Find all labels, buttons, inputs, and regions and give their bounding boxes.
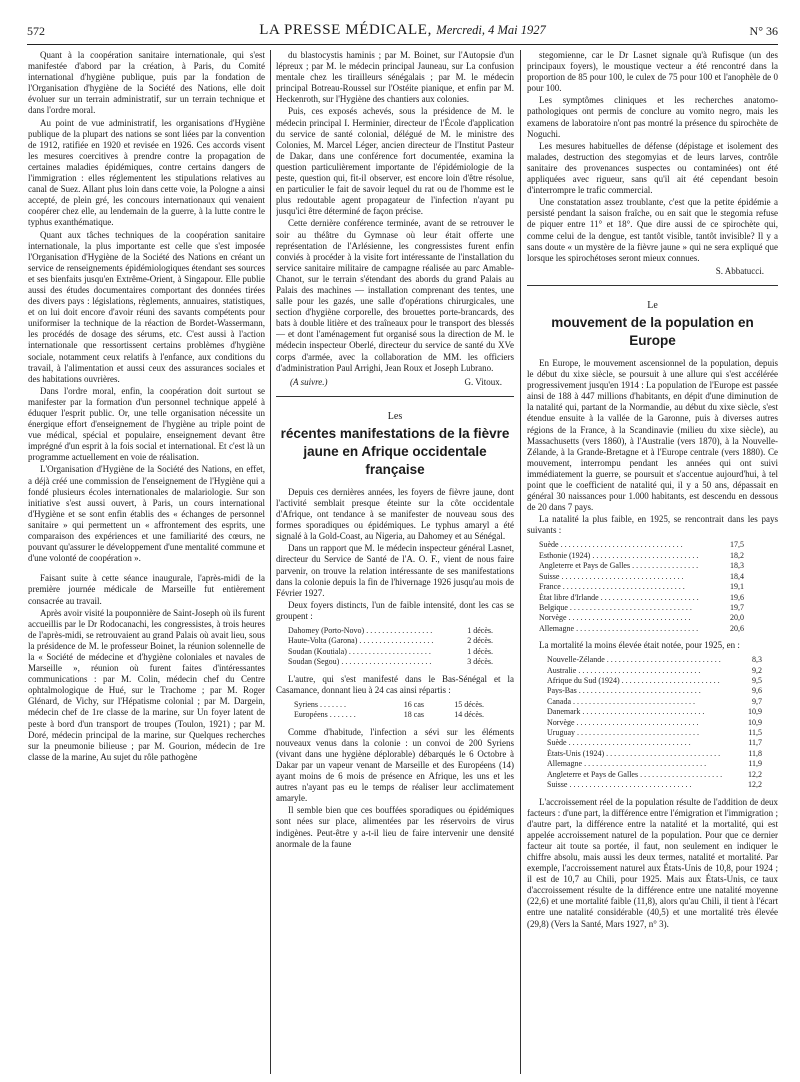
table-row [547,770,762,780]
article-kicker: Les [387,410,403,422]
table-cell: Angleterre et Pays de Galles . . . [547,770,722,780]
table-cell: Afrique du Sud (1924) . . . [547,676,722,686]
article-title: récentes manifestations de la fièvre jaune en Afrique occidentale française [280,425,510,477]
paragraph: Une constatation assez troublante, c'est que la petite épidémie a persisté pendant la saison fraîche, ou en sait que le stegomia refuse de piquer entre 11° et 18°. Que dire aussi de ce spirochète qui, comme celui de la dengue, est tantôt visible, tantôt invisible? Il y a sans doute « un mystère de la fièvre jaune » qui ne sera expliqué que lorsque les spirochétoses seront mieux connues. [527,197,778,263]
running-title [27,22,778,39]
table-cell: Suisse . . . [547,780,722,790]
table-row [547,666,762,676]
table-cell: Dahomey (Porto-Novo) . . . [288,626,433,636]
column-divider [520,50,521,1074]
table-row [539,613,744,623]
table-row [547,655,762,665]
article-kicker: Le [647,299,658,311]
table-row [547,738,762,748]
issue-number: N° 36 [749,24,778,38]
table-cell: Syriens . . . [294,700,364,710]
table-cell: 19,1 [730,582,744,592]
column-3 [527,50,778,1076]
table-cell: Soudan (Segou) . . . [288,657,433,667]
table-cell: 11,7 [748,738,762,748]
table-cell: Angleterre et Pays de Galles . . . [539,561,700,571]
table-cell: 18,3 [730,561,744,571]
paragraph: Deux foyers distincts, l'un de faible intensité, dont les cas se groupent : [276,599,514,621]
table-cell: Australie . . . [547,666,722,676]
table-cell: Norvège . . . [547,718,722,728]
table-row [539,582,744,592]
table-row [547,749,762,759]
table-cell: Canada . . . [547,697,722,707]
table-row [294,710,484,720]
journal-name: LA PRESSE MÉDICALE, [259,22,432,38]
table-cell: Allemagne . . . [539,624,700,634]
column-1 [28,50,265,1076]
table-row [288,657,493,667]
paragraph: La mortalité la moins élevée était notée, pour 1925, en : [539,640,740,651]
paragraph: En Europe, le mouvement ascensionnel de la population, depuis le début du xixe siècle, se poursuit à une allure qui s'est accélérée progressivement jusqu'en 1914 : La population de l'Europe est passée ainsi de 188 à 447 millions d'habitants, en dépit d'une diminution de la natalité qui, partant de la Normandie, au début du xixe siècle, s'est étendue ensuite à la vallée de la Garonne, puis à diverses autres régions de la France, à la Scandinavie (milieu du xixe siècle), au Massachusetts (vers 1860), à l'Australie (vers 1870), à la Nouvelle-Zélande, à la Grande-Bretagne et à l'Europe centrale (vers 1880). Ce mouvement, interrompu pendant les années qui ont suivi immédiatement la guerre, se poursuit et s'accentue aujourd'hui, à tel point que le coefficient de natalité qui, il y a 50 ans, dépassait en général 30 naissances pour 1.000 habitants, est descendu en dessous de 20 dans 7 pays. [527,357,778,513]
table-cell: 15 décès. [454,699,484,709]
page-number: 572 [27,24,45,38]
table-cell: Soudan (Koutiala) . . . [288,647,433,657]
table-cell: Belgique . . . [539,603,700,613]
paragraph: Cette dernière conférence terminée, avant de se retrouver le soir au théâtre du Gymnase où leur était offerte une représentation de l'Arlésienne, les congressistes furent enfin conviés à procéder à la visite fort intéressante de l'installation du service sanitaire militaire de campagne réalisée au parc Amable-Chanot, sur le terrain s'étendant des abords du grand Palais au Palais des machines — installation comprenant des tentes, une salle pour les gazés, une salle d'opérations chirurgicales, une section d'hygiène corporelle, des brouettes porte-brancards, des bats à double litière et des traîneaux pour le transport des blessés — et dont l'aménagement fut organisé sous la direction de M. le médecin inspecteur Oberlé, directeur du service de santé du XVe corps d'armée, avec la collaboration de MM. les officiers d'administration Paul Arrighi, Jean Roux et Joseph Lubrano. [276,218,514,373]
table-cell: 2 décès. [467,636,493,646]
table-cell: 11,8 [748,748,762,758]
table-cell: 19,6 [730,592,744,602]
table-cell: 18,4 [730,571,744,581]
table-row [547,707,762,717]
table-cell: Nouvelle-Zélande . . . [547,655,722,665]
table-cell: 16 cas [403,699,424,709]
author-name: G. Vitoux. [464,376,502,387]
table-cell: 19,7 [730,602,744,612]
table-row [547,759,762,769]
table-row [539,561,744,571]
table-cell: 9,5 [752,676,762,686]
paragraph: Puis, ces exposés achevés, sous la présidence de M. le médecin principal I. Herminier, directeur de l'École d'application du service de santé colonial, délégué de M. le ministre des Colonies, M. Marcel Léger, ancien directeur de l'Institut Pasteur de Dakar, dans une conférence fort documentée, examina la question particulièrement importante de l'épidémiologie de la peste, question qui, fit-il observer, est encore loin d'être résolue, en particulier le fait de savoir lequel du rat ou de l'homme est le plus redoutable agent propagateur de l'infection n'ayant pu jusqu'ici être déterminé de façon précise. [276,106,514,217]
paragraph: Faisant suite à cette séance inaugurale, l'après-midi de la première journée médicale de Marseille fut entièrement consacrée au travail. [28,573,265,606]
table-cell: 20,0 [730,613,744,623]
page-header [27,22,778,42]
table-row [547,686,762,696]
paragraph: L'autre, qui s'est manifesté dans le Bas-Sénégal et la Casamance, donnant lieu à 24 cas ainsi répartis : [276,673,514,695]
table-row [288,626,493,636]
cases-table [294,700,484,721]
column-2 [276,50,514,1076]
table-cell: Haute-Volta (Garona) . . . [288,636,433,646]
paragraph: La natalité la plus faible, en 1925, se rencontrait dans les pays suivants : [527,514,778,536]
article-title: mouvement de la population en Europe [551,314,754,348]
table-cell: 10,9 [748,717,762,727]
paragraph: Dans un rapport que M. le médecin inspecteur général Lasnet, directeur du Service de Santé de l'A. O. F., vient de nous faire parvenir, on trouve la relation intéressante de ses manifestations dans la colonie depuis la fin de l'hivernage 1926 jusqu'au mois de Février 1927. [276,543,514,598]
table-cell: Norvège . . . [539,613,700,623]
table-row [539,551,744,561]
paragraph: Dans l'ordre moral, enfin, la coopération doit surtout se manifester par la formation d'un personnel technique appelé à éduquer l'esprit public. Or, une telle organisation nécessite un énergique effort d'enseignement de l'hygiène au triple point de vue médical, spécial et populaire, enseignement devant être imprégné d'un esprit à la fois social et international. Et c'est là un programme actuellement en voie de réalisation. [28,385,265,463]
table-cell: État libre d'Irlande . . . [539,593,700,603]
issue-date: Mercredi, 4 Mai 1927 [436,23,546,37]
table-row [288,636,493,646]
paragraph: stegomienne, car le Dr Lasnet signale qu'à Rufisque (un des principaux foyers), le moustique vecteur a été rencontré dans la proportion de 85 pour 100, le culex de 75 pour 100 et l'anophèle de 0 pour 100. [527,50,778,94]
table-cell: 14 décès. [454,710,484,720]
article-separator [276,396,514,397]
paragraph: Il semble bien que ces bouffées sporadiques ou épidémiques sont nées sur place, alimentées par les réservoirs de virus indigènes. Peut-être y a-t-il lieu de faire intervenir une densité anormale de la faune [276,805,514,849]
article-separator [527,285,778,286]
paragraph: Quant aux tâches techniques de la coopération sanitaire internationale, la plus importante est celle que s'est imposée l'Organisation d'Hygiène de la Société des Nations en créant un service de renseignements épidémiologiques étendant ses sources et ses bienfaits jusqu'en Extrême-Orient, à Singapour. Elle publie aussi des études documentaires comportant des données tirées des divers pays : législations, règlements, annuaires, statistiques, et on lui doit encore d'avoir réuni des savants compétents pour uniformiser la technique de la réaction de Bordet-Wassermann, les procédés de dosage des sérums, etc. C'est aussi à l'action internationale que ressortissent certains problèmes d'hygiène sociale, notamment ceux relatifs à l'enfance, aux conditions du travail, à l'alimentation et aussi ceux des assurances sociales et des habitations ouvrières. [28,229,265,384]
table-cell: 18 cas [403,710,424,720]
paragraph: Au point de vue administratif, les organisations d'Hygiène publique de la plupart des nations se sont liées par la convention de 1912, ratifiée en 1920 et revisée en 1926. Ces accords visent les mesures coercitives à prendre contre la propagation de certaines maladies épidémiques, contre certains dangers de l'immigration : elles réglementent les stipulations relatives au canal de Suez. Allant plus loin dans cette voie, la Pologne a ainsi accepté, de plein gré, les concours internationaux qui venaient coopérer chez elle, au lendemain de la guerre, à la lutte contre le typhus exanthématique. [28,117,265,228]
table-row [547,697,762,707]
paragraph: Après avoir visité la pouponnière de Saint-Joseph où ils furent accueillis par le Dr Rodocanachi, les congressistes, à trois heures de l'après-midi, se retrouvaient au grand Palais où avait lieu, sous la présidence de M. le professeur Boinet, la réunion solennelle de la « Société de médecine et d'hygiène coloniales et navales de Marseille », réunion où furent faites d'intéressantes communications : par M. Colin, médecin chef du Centre ophtalmologique de Hué, sur le Trachome ; par M. Roger Glénard, de Vichy, sur l'Hépatisme colonial ; par M. Dargein, médecin chef de 1re classe de la marine, sur Un foyer latent de peste à bord d'un transport de troupes (Toulon, 1921) ; par M. Doré, médecin principal de la marine, sur Quelques recherches sur la pneumonie bilieuse ; par M. Gourion, médecin de 1re classe de la marine, Au sujet du rôle pathogène [28,607,265,762]
paragraph: Les symptômes cliniques et les recherches anatomo-pathologiques ont permis de conclure au vomito negro, mais les examens de laboratoire n'ont pas montré la présence du spirochète de Noguchi. [527,95,778,139]
table-cell: 11,5 [748,728,762,738]
table-cell: Européens . . . [294,710,364,720]
table-cell: Suède . . . [539,540,700,550]
table-row [294,700,484,710]
table-cell: 18,2 [730,550,744,560]
table-cell: 20,6 [730,623,744,633]
table-row [547,676,762,686]
table-row [547,728,762,738]
table-row [539,572,744,582]
table-cell: 1 décès. [467,646,493,656]
table-cell: 9,6 [752,686,762,696]
table-row [547,780,762,790]
table-row [288,647,493,657]
to-be-continued: (A suivre.) [290,376,328,387]
paragraph: L'accroissement réel de la population résulte de l'addition de deux facteurs : d'une part, la différence entre l'émigration et l'immigration ; d'autre part, la différence entre la natalité et la mortalité, qui est appelée accroissement naturel de la population. Pour que ce dernier facteur ait toute sa portée, il faut, non seulement en indiquer le chiffre absolu, mais aussi les deux termes, natalité et mortalité. Par exemple, l'accroissement naturel aux États-Unis de 10,8, pour 1924 ; il est de 10,7 au Chili, pour 1925. Mais aux États-Unis, ce taux d'accroissement résulte de la différence entre une natalité moyenne (22,6) et une mortalité faible (11,8), alors qu'au Chili, il tient à l'écart entre une natalité considérable (40,5) et une mortalité très élevée (29,8) (Vers la Santé, Mars 1927, n° 3). [527,796,778,929]
table-cell: Allemagne . . . [547,759,722,769]
article-signature [276,377,514,388]
table-cell: Suède . . . [547,738,722,748]
mortality-table [547,655,762,790]
table-cell: 11,9 [748,759,762,769]
table-cell: 10,9 [748,707,762,717]
header-rule [27,44,778,45]
table-cell: 17,5 [730,540,744,550]
table-cell: 9,2 [752,665,762,675]
table-cell: États-Unis (1924) . . . [547,749,722,759]
paragraph: Quant à la coopération sanitaire internationale, qui s'est manifestée d'abord par la création, à Paris, du Comité international d'hygiène publique, puis par la fondation de l'Organisation d'hygiène de la Société des Nations, elle doit évoluer sur un terrain administratif, sur un terrain technique et dans l'ordre moral. [28,50,265,116]
table-cell: 8,3 [752,655,762,665]
table-cell: 1 décès. [467,626,493,636]
table-cell: Uruguay . . . [547,728,722,738]
table-row [547,718,762,728]
paragraph: du blastocystis haminis ; par M. Boinet, sur l'Autopsie d'un lépreux ; par M. le médecin principal Jauneau, sur La confusion mentale chez les tirailleurs sénégalais ; par M. le médecin principal Botreau-Roussel sur l'Ostéite pianique, et enfin par M. Heckenroth, sur l'Hygiène des chantiers aux colonies. [276,50,514,105]
paragraph: L'Organisation d'Hygiène de la Société des Nations, en effet, a déjà créé une commission de l'enseignement de l'Hygiène qui a fondé plusieurs écoles internationales de malariologie. Sur son initiative s'est aussi ouvert, à Paris, un cours international d'Hygiène et se sont enfin établis des « échanges de personnel sanitaire » qui permettent un « affrontement des esprits, une comparaison des expériences et une familiarité des cœurs, ne pouvant qu'assurer le développement d'une mentalité commune et d'une volonté de coopération ». [28,464,265,564]
paragraph: Les mesures habituelles de défense (dépistage et isolement des malades, destruction des stegomyias et de leurs larves, contrôle sanitaire des provenances suspectes ou contaminées) ont été appliquées avec rigueur, sans qu'il ait été cependant besoin d'interrompre le trafic commercial. [527,140,778,196]
table-row [539,540,744,550]
table-row [539,603,744,613]
table-cell: 3 décès. [467,657,493,667]
table-cell: 12,2 [748,780,762,790]
table-cell: France . . . [539,582,700,592]
column-divider [270,50,271,1074]
table-cell: Suisse . . . [539,572,700,582]
author-name: S. Abbatucci. [715,265,764,276]
table-cell: Danemark . . . [547,707,722,717]
paragraph: Comme d'habitude, l'infection a sévi sur les éléments nouveaux venus dans la colonie : un convoi de 200 Syriens (vivant dans une hygiène déplorable) débarqués le 6 Octobre à Dakar par un vapeur venant de Marseille et des Européens (14) ayant moins de 6 mois de présence en Afrique, les uns et les autres n'ayant pas eu le temps de réaliser leur acclimatement amaryle. [276,726,514,804]
table-row [539,593,744,603]
table-cell: 9,7 [752,696,762,706]
paragraph: Depuis ces dernières années, les foyers de fièvre jaune, dont l'activité semblait presque éteinte sur la côte occidentale d'Afrique, ont tendance à se manifester de nouveau sous des formes sporadiques ou épidémiques. Le typhus amaryl a été signalé à la Gold-Coast, au Nigeria, au Dahomey et au Sénégal. [276,486,514,542]
deaths-table [288,626,493,668]
table-cell: Esthonie (1924) . . . [539,551,700,561]
natality-table [539,540,744,634]
table-cell: Pays-Bas . . . [547,686,722,696]
table-row [539,624,744,634]
table-cell: 12,2 [748,769,762,779]
